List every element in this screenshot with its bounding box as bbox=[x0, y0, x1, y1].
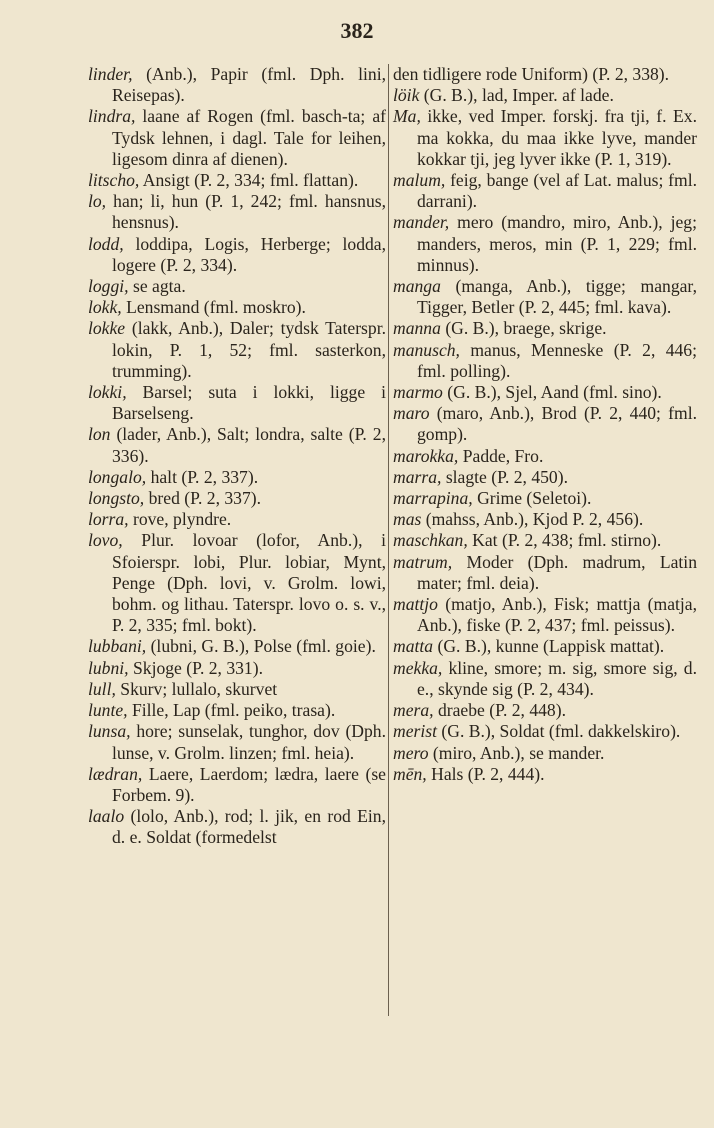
entry-headword: marokka, bbox=[393, 445, 459, 466]
dictionary-entry bbox=[393, 721, 697, 742]
entry-headword: lorra, bbox=[88, 509, 129, 530]
dictionary-entry bbox=[88, 191, 386, 233]
entry-definition: (lolo, Anb.), rod; l. jik, en rod Ein, d. e. Soldat (formedelst bbox=[112, 806, 386, 848]
entry-definition: halt (P. 2, 337). bbox=[150, 466, 259, 487]
dictionary-entry bbox=[393, 594, 697, 636]
entry-definition: Barsel; suta i lokki, ligge i Barselseng. bbox=[112, 382, 386, 424]
entry-headword: lunte, bbox=[88, 700, 128, 721]
entry-definition: loddipa, Logis, Herberge; lodda, logere (P. 2, 334). bbox=[112, 233, 386, 275]
right-column bbox=[393, 64, 697, 785]
dictionary-entry bbox=[393, 658, 697, 700]
dictionary-entry bbox=[88, 509, 386, 530]
dictionary-entry bbox=[393, 700, 697, 721]
entry-headword: maschkan, bbox=[393, 530, 468, 551]
dictionary-entry bbox=[393, 106, 697, 170]
entry-definition: den tidligere rode Uniform) (P. 2, 338). bbox=[393, 64, 670, 84]
dictionary-entry bbox=[393, 764, 697, 785]
entry-headword: lo, bbox=[88, 191, 107, 212]
dictionary-entry bbox=[88, 297, 386, 318]
dictionary-entry bbox=[393, 340, 697, 382]
dictionary-entry bbox=[393, 488, 697, 509]
dictionary-entry bbox=[88, 424, 386, 466]
dictionary-entry bbox=[393, 318, 697, 339]
entry-definition: Kat (P. 2, 438; fml. stirno). bbox=[472, 530, 662, 551]
entry-definition: Ansigt (P. 2, 334; fml. flattan). bbox=[142, 170, 359, 191]
entry-definition: Plur. lovoar (lofor, Anb.), i Sfoierspr. lobi, Plur. lobiar, Mynt, Penge (Dph. lovi, v. Grolm. lowi, bohm. og lithau. Taterspr. lovo o. s. v., P. 2, 335; fml. bokt). bbox=[112, 530, 386, 636]
entry-headword: mero bbox=[393, 742, 429, 763]
entry-definition: draebe (P. 2, 448). bbox=[437, 700, 566, 721]
dictionary-entry bbox=[393, 382, 697, 403]
entry-definition: (G. B.), Soldat (fml. dakkelskiro). bbox=[441, 721, 681, 742]
dictionary-entry bbox=[88, 530, 386, 636]
entry-headword: loggi, bbox=[88, 276, 129, 297]
entry-definition: kline, smore; m. sig, smore sig, d. e., skynde sig (P. 2, 434). bbox=[417, 657, 697, 699]
dictionary-entry bbox=[88, 700, 386, 721]
dictionary-entry bbox=[88, 106, 386, 170]
entry-definition: se agta. bbox=[132, 276, 186, 297]
dictionary-entry bbox=[393, 212, 697, 276]
entry-headword: lokki, bbox=[88, 382, 127, 403]
entry-headword: matta bbox=[393, 636, 434, 657]
entry-headword: lubni, bbox=[88, 657, 129, 678]
entry-definition: (manga, Anb.), tigge; mangar, Tigger, Betler (P. 2, 445; fml. kava). bbox=[417, 276, 697, 318]
entry-headword: longalo, bbox=[88, 466, 147, 487]
dictionary-entry bbox=[88, 658, 386, 679]
entry-headword: linder, bbox=[88, 64, 133, 84]
entry-definition: (miro, Anb.), se mander. bbox=[432, 742, 605, 763]
entry-definition: Moder (Dph. madrum, Latin mater; fml. deia). bbox=[417, 551, 697, 593]
entry-definition: bred (P. 2, 337). bbox=[148, 488, 262, 509]
entry-definition: Laere, Laerdom; lædra, laere (se Forbem. 9). bbox=[112, 763, 386, 805]
entry-headword: laalo bbox=[88, 806, 125, 827]
dictionary-entry bbox=[88, 276, 386, 297]
dictionary-entry bbox=[393, 636, 697, 657]
column-divider bbox=[388, 64, 389, 1016]
entry-definition: (maro, Anb.), Brod (P. 2, 440; fml. gomp). bbox=[417, 403, 697, 445]
dictionary-entry bbox=[393, 170, 697, 212]
entry-headword: mas bbox=[393, 509, 422, 530]
entry-headword: litscho, bbox=[88, 170, 140, 191]
entry-definition: Fille, Lap (fml. peiko, trasa). bbox=[131, 700, 336, 721]
entry-headword: mattjo bbox=[393, 594, 438, 615]
dictionary-entry bbox=[88, 64, 386, 106]
dictionary-entry bbox=[88, 721, 386, 763]
entry-definition: han; li, hun (P. 1, 242; fml. hansnus, hensnus). bbox=[112, 191, 386, 233]
entry-headword: longsto, bbox=[88, 488, 145, 509]
dictionary-entry bbox=[393, 85, 697, 106]
entry-headword: manna bbox=[393, 318, 441, 339]
entry-definition: (G. B.), braege, skrige. bbox=[445, 318, 607, 339]
entry-headword: matrum, bbox=[393, 551, 453, 572]
dictionary-entry bbox=[393, 403, 697, 445]
entry-headword: Ma, bbox=[393, 106, 421, 127]
entry-headword: malum, bbox=[393, 170, 446, 191]
entry-headword: lull, bbox=[88, 678, 116, 699]
dictionary-entry bbox=[88, 170, 386, 191]
entry-definition: manus, Menneske (P. 2, 446; fml. polling). bbox=[417, 339, 697, 381]
entry-definition: laane af Rogen (fml. basch-ta; af Tydsk lehnen, i dagl. Tale for leihen, ligesom dinra af dienen). bbox=[112, 106, 386, 169]
entry-definition: Padde, Fro. bbox=[462, 445, 544, 466]
entry-headword: marrapina, bbox=[393, 488, 473, 509]
dictionary-entry bbox=[88, 382, 386, 424]
dictionary-entry bbox=[393, 552, 697, 594]
dictionary-entry bbox=[88, 318, 386, 382]
entry-definition: slagte (P. 2, 450). bbox=[445, 466, 568, 487]
entry-definition: feig, bange (vel af Lat. malus; fml. darrani). bbox=[417, 170, 697, 212]
page-number: 382 bbox=[340, 18, 374, 43]
entry-headword: mēn, bbox=[393, 763, 427, 784]
entry-headword: lodd, bbox=[88, 233, 124, 254]
entry-headword: manusch, bbox=[393, 339, 460, 360]
entry-definition: Grime (Seletoi). bbox=[477, 488, 592, 509]
entry-definition: (G. B.), Sjel, Aand (fml. sino). bbox=[447, 382, 662, 403]
entry-headword: lunsa, bbox=[88, 721, 131, 742]
dictionary-entry bbox=[88, 488, 386, 509]
entry-headword: merist bbox=[393, 721, 437, 742]
dictionary-entry bbox=[88, 764, 386, 806]
dictionary-entry bbox=[88, 636, 386, 657]
entry-definition: (G. B.), lad, Imper. af lade. bbox=[423, 85, 614, 106]
entry-headword: mander, bbox=[393, 212, 450, 233]
entry-headword: lokke bbox=[88, 318, 126, 339]
entry-definition: Skjoge (P. 2, 331). bbox=[132, 657, 263, 678]
entry-headword: lubbani, bbox=[88, 636, 147, 657]
dictionary-entry bbox=[393, 276, 697, 318]
entry-headword: löik bbox=[393, 85, 420, 106]
entry-headword: marra, bbox=[393, 466, 442, 487]
dictionary-entry bbox=[88, 806, 386, 848]
entry-definition: (lakk, Anb.), Daler; tydsk Taterspr. lokin, P. 1, 52; fml. sasterkon, trumming). bbox=[112, 318, 386, 381]
entry-headword: marmo bbox=[393, 382, 443, 403]
entry-definition: (matjo, Anb.), Fisk; mattja (matja, Anb.), fiske (P. 2, 437; fml. peissus). bbox=[417, 594, 697, 636]
dictionary-entry bbox=[393, 743, 697, 764]
dictionary-entry bbox=[393, 446, 697, 467]
entry-definition: Hals (P. 2, 444). bbox=[431, 763, 545, 784]
entry-definition: (Anb.), Papir (fml. Dph. lini, Reisepas). bbox=[112, 64, 386, 106]
entry-headword: maro bbox=[393, 403, 430, 424]
entry-definition: rove, plyndre. bbox=[132, 509, 232, 530]
dictionary-entry bbox=[393, 467, 697, 488]
dictionary-entry bbox=[393, 64, 697, 85]
entry-headword: mera, bbox=[393, 700, 434, 721]
entry-definition: (lubni, G. B.), Polse (fml. goie). bbox=[150, 636, 376, 657]
dictionary-entry bbox=[88, 234, 386, 276]
entry-definition: ikke, ved Imper. forskj. fra tji, f. Ex. ma kokka, du maa ikke lyve, mander kokkar tji, jeg lyver ikke (P. 1, 319). bbox=[417, 106, 697, 169]
entry-headword: mekka, bbox=[393, 657, 443, 678]
entry-definition: mero (mandro, miro, Anb.), jeg; manders, meros, min (P. 1, 229; fml. minnus). bbox=[417, 212, 697, 275]
entry-headword: lokk, bbox=[88, 297, 122, 318]
entry-headword: lædran, bbox=[88, 763, 143, 784]
left-column bbox=[88, 64, 386, 849]
entry-headword: lindra, bbox=[88, 106, 136, 127]
entry-definition: Lensmand (fml. moskro). bbox=[126, 297, 306, 318]
entry-headword: manga bbox=[393, 276, 441, 297]
entry-definition: (G. B.), kunne (Lappisk mattat). bbox=[437, 636, 665, 657]
entry-headword: lovo, bbox=[88, 530, 123, 551]
entry-definition: hore; sunselak, tunghor, dov (Dph. lunse, v. Grolm. linzen; fml. heia). bbox=[112, 721, 386, 763]
entry-definition: (lader, Anb.), Salt; londra, salte (P. 2, 336). bbox=[112, 424, 386, 466]
entry-headword: lon bbox=[88, 424, 111, 445]
dictionary-entry bbox=[393, 530, 697, 551]
entry-definition: (mahss, Anb.), Kjod P. 2, 456). bbox=[425, 509, 644, 530]
dictionary-entry bbox=[88, 467, 386, 488]
dictionary-entry bbox=[88, 679, 386, 700]
entry-definition: Skurv; lullalo, skurvet bbox=[120, 678, 278, 699]
dictionary-entry bbox=[393, 509, 697, 530]
